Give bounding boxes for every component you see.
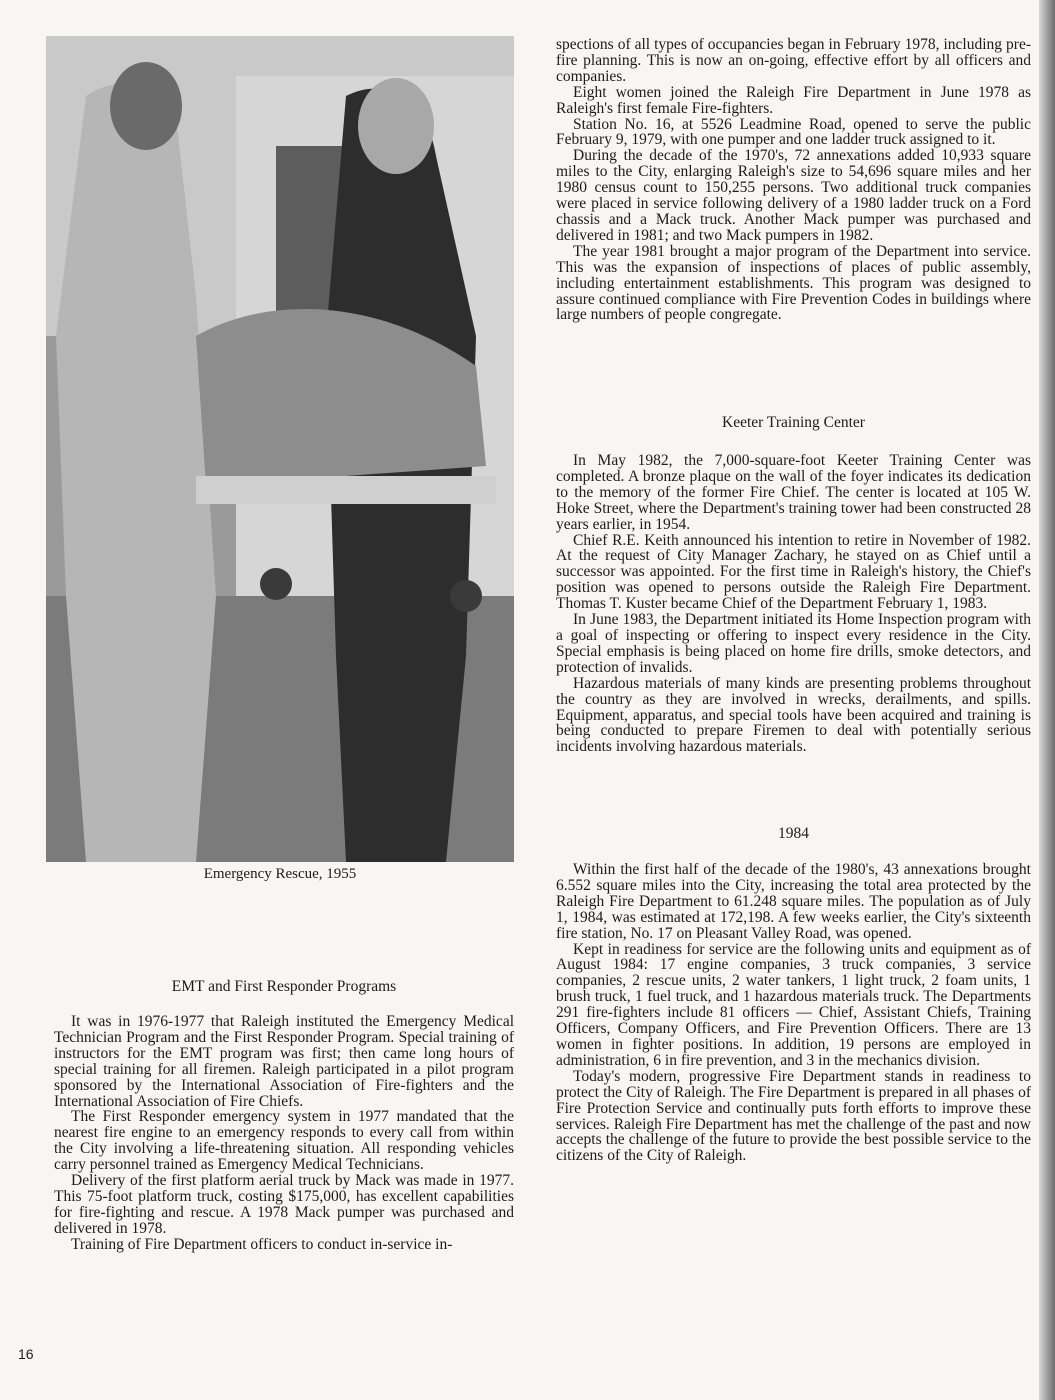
paragraph: Chief R.E. Keith announced his intention to retire in November of 1982. At the request of City Manager Zachary, he stayed on as Chief until a successor was appointed. For the first time in Raleigh's history, the Chief's position was opened to persons outside the Raleigh Fire Department. Thomas T. Kuster became Chief of the Department February 1, 1983.	[556, 531, 1031, 613]
paragraph: Within the first half of the decade of the 1980's, 43 annexations brought 6.552 square miles into the City, increasing the total area protected by the Raleigh Fire Department to 61.248 square miles. The population as of July 1, 1984, was estimated at 172,198. A few weeks earlier, the City's sixteenth fire station, No. 17 on Pleasant Valley Road, was opened.	[556, 861, 1031, 942]
paragraph: The First Responder emergency system in 1977 mandated that the nearest fire engine to an emergency responds to every call from within the City involving a life-threatening situation. All responding vehicles carry personnel trained as Emergency Medical Technicians.	[54, 1108, 514, 1174]
right-column-keeter-body	[556, 453, 1031, 755]
paragraph: During the decade of the 1970's, 72 annexations added 10,933 square miles to the City, enlarging Raleigh's size to 54,696 square miles and her 1980 census count to 150,255 persons. Two additional truck companies were placed in service following delivery of a 1980 ladder truck on a Ford chassis and a Mack truck. Another Mack pumper was purchased and delivered in 1981; and two Mack pumpers in 1982.	[556, 147, 1031, 244]
section-heading-1984: 1984	[778, 825, 809, 842]
paragraph: Training of Fire Department officers to conduct in-service in-	[71, 1235, 453, 1253]
paragraph: It was in 1976-1977 that Raleigh instituted the Emergency Medical Technician Program and the First Responder Program. Special training of instructors for the EMT program was first; then came long hours of special training for all firemen. Raleigh participated in a pilot program sponsored by the International Association of Fire-fighters and the International Association of Fire Chiefs.	[54, 1013, 514, 1110]
paragraph: Station No. 16, at 5526 Leadmine Road, opened to serve the public February 9, 1979, with one pumper and one ladder truck assigned to it.	[556, 115, 1031, 149]
section-heading-emt: EMT and First Responder Programs	[171, 978, 397, 995]
paragraph: spections of all types of occupancies began in February 1978, including pre-fire planning. This is now an on-going, effective effort by all officers and companies.	[556, 36, 1031, 85]
paragraph: Delivery of the first platform aerial truck by Mack was made in 1977. This 75-foot platform truck, costing $175,000, has excellent capabilities for fire-fighting and rescue. A 1978 Mack pumper was purchased and delivered in 1978.	[54, 1172, 514, 1237]
paragraph: In June 1983, the Department initiated its Home Inspection program with a goal of inspecting or offering to inspect every residence in the City. Special emphasis is being placed on home fire drills, smoke detectors, and protection of invalids.	[556, 611, 1031, 676]
photo-emergency-rescue	[46, 36, 514, 862]
left-column-body	[54, 1014, 514, 1253]
page-number: 16	[18, 1346, 34, 1362]
paragraph: Kept in readiness for service are the following units and equipment as of August 1984: 17 engine companies, 3 truck companies, 3 service companies, 2 rescue units, 2 water tankers, 1 light truck, 2 foam units, 1 brush truck, 1 fuel truck, and 1 hazardous materials truck. The Departments 291 fire-fighters include 81 officers — Chief, Assistant Chiefs, Training Officers, Company Officers, and Fire Prevention Officers. There are 13 women in fighter positions. In addition, 19 persons are employed in administration, 6 in fire prevention, and 3 in the mechanics division.	[556, 940, 1031, 1069]
paragraph: Today's modern, progressive Fire Department stands in readiness to protect the City of Raleigh. The Fire Department is prepared in all phases of Fire Protection Service and continually puts forth efforts to improve these services. Raleigh Fire Department has met the challenge of the past and now accepts the challenge of the future to provide the best possible service to the citizens of the City of Raleigh.	[556, 1067, 1031, 1165]
section-heading-keeter: Keeter Training Center	[722, 414, 865, 431]
right-column-top-body	[556, 37, 1031, 323]
paragraph: Hazardous materials of many kinds are presenting problems throughout the country as they are involved in wrecks, derailments, and spills. Equipment, apparatus, and special tools have been acquired and training is being conducted to prepare Firemen to deal with potentially serious incidents involving hazardous materials.	[556, 674, 1031, 756]
paragraph: The year 1981 brought a major program of the Department into service. This was the expansion of inspections of places of public assembly, including entertainment establishments. This program was designed to assure continued compliance with Fire Prevention Codes in buildings where large numbers of people congregate.	[556, 242, 1031, 324]
photo-illustration	[46, 36, 514, 862]
right-column-1984-body	[556, 862, 1031, 1164]
page-edge-shadow	[1039, 0, 1055, 1400]
paragraph: In May 1982, the 7,000-square-foot Keeter Training Center was completed. A bronze plaque on the wall of the foyer indicates its dedication to the memory of the former Fire Chief. The center is located at 105 W. Hoke Street, where the Department's training tower had been constructed 28 years earlier, in 1954.	[556, 452, 1031, 533]
paragraph: Eight women joined the Raleigh Fire Department in June 1978 as Raleigh's first female Fire-fighters.	[556, 83, 1031, 117]
photo-caption: Emergency Rescue, 1955	[203, 866, 357, 882]
